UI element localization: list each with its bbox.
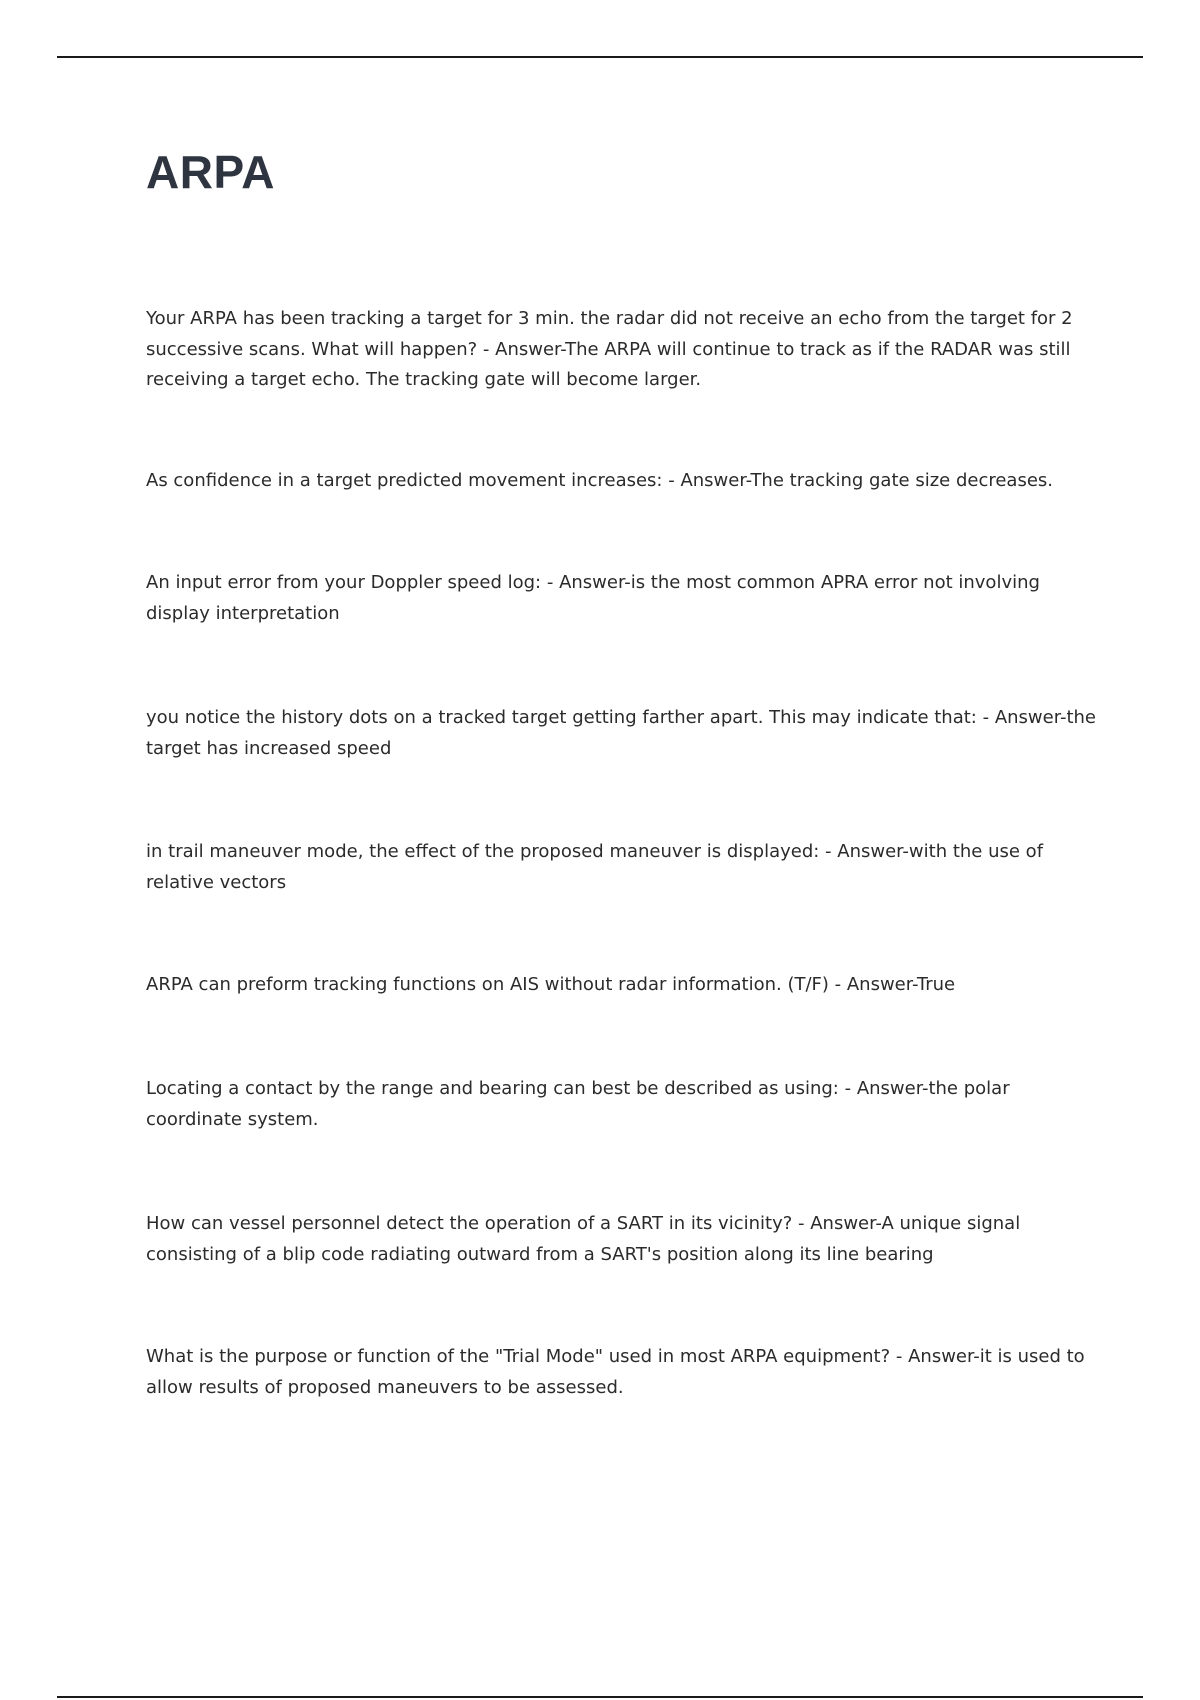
answer-separator: -	[838, 1078, 857, 1099]
answer-separator: -	[792, 1213, 811, 1234]
answer-text: Answer-with the use of relative vectors	[146, 841, 1044, 893]
question-text: What is the purpose or function of the "Trial Mode" used in most ARPA equipment?	[146, 1346, 891, 1367]
answer-text: Answer-is the most common APRA error not involving display interpretation	[146, 572, 1040, 624]
qa-item-9	[146, 1342, 1096, 1403]
answer-separator: -	[819, 841, 838, 862]
question-text: Locating a contact by the range and bearing can best be described as using:	[146, 1078, 839, 1099]
answer-separator: -	[477, 338, 496, 360]
qa-item-6	[146, 970, 1096, 1001]
question-text: ARPA can preform tracking functions on AIS without radar information. (T/F)	[146, 974, 829, 995]
qa-item-4	[146, 703, 1096, 764]
answer-text: Answer-the polar coordinate system.	[146, 1078, 1010, 1130]
qa-item-1	[146, 304, 1096, 396]
top-divider	[57, 56, 1143, 58]
answer-text: Answer-A unique signal consisting of a blip code radiating outward from a SART's position along its line bearing	[146, 1213, 1021, 1265]
answer-text: Answer-the target has increased speed	[146, 707, 1096, 759]
qa-item-2	[146, 466, 1096, 497]
question-text: As confidence in a target predicted movement increases:	[146, 470, 663, 491]
answer-separator: -	[890, 1346, 909, 1367]
question-text: How can vessel personnel detect the operation of a SART in its vicinity?	[146, 1213, 793, 1234]
qa-item-8	[146, 1209, 1096, 1270]
answer-text: Answer-it is used to allow results of proposed maneuvers to be assessed.	[146, 1346, 1085, 1398]
qa-item-5	[146, 837, 1096, 898]
question-text: you notice the history dots on a tracked target getting farther apart. This may indicate that:	[146, 707, 977, 728]
question-text: Your ARPA has been tracking a target for 3 min. the radar did not receive an echo from the target for 2 successive scans. What will happen?	[146, 308, 1073, 360]
answer-separator: -	[541, 572, 560, 593]
page-title: ARPA	[146, 146, 275, 198]
answer-separator: -	[828, 974, 847, 995]
answer-text: Answer-The ARPA will continue to track as if the RADAR was still receiving a target echo. The tracking gate will become larger.	[146, 338, 1071, 390]
answer-separator: -	[976, 707, 995, 728]
answer-text: Answer-The tracking gate size decreases.	[680, 470, 1053, 491]
question-text: An input error from your Doppler speed log:	[146, 572, 542, 593]
answer-separator: -	[662, 470, 681, 491]
bottom-divider	[57, 1696, 1143, 1698]
question-text: in trail maneuver mode, the effect of the proposed maneuver is displayed:	[146, 841, 820, 862]
qa-item-3	[146, 568, 1096, 629]
qa-item-7	[146, 1074, 1096, 1135]
answer-text: Answer-True	[846, 974, 956, 995]
